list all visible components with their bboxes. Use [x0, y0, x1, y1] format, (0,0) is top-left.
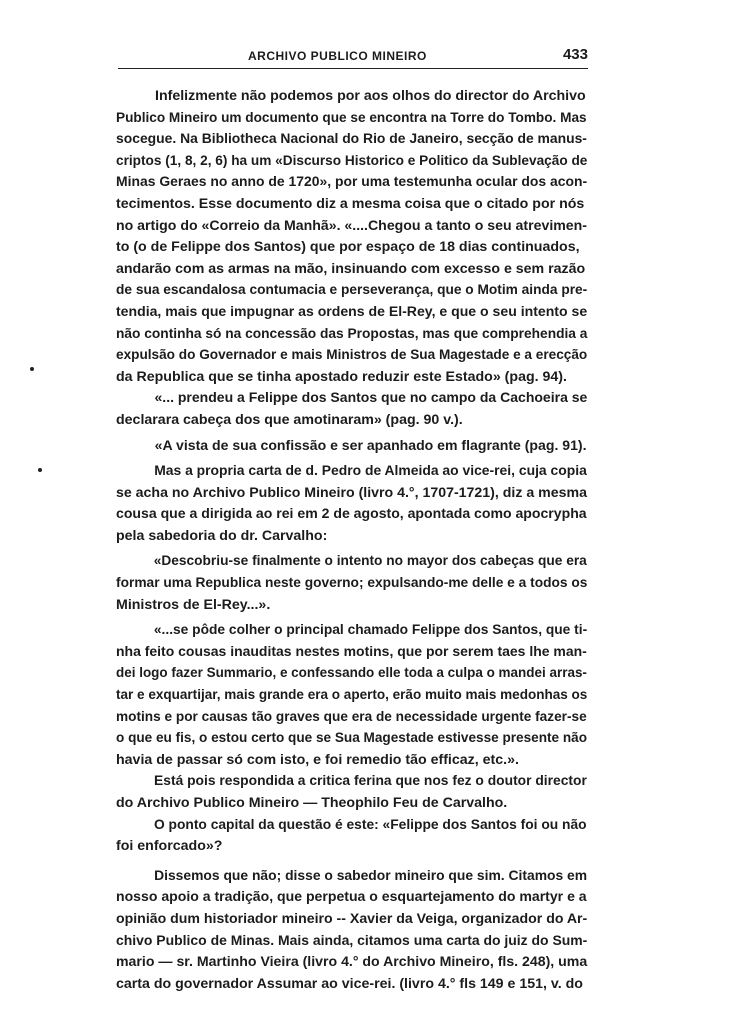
text-line: motins e por causas tão graves que era de necessidade urgente fazer-se [116, 708, 587, 725]
text-line: to (o de Felippe dos Santos) que por espaço de 18 dias continuados, [116, 239, 580, 256]
text-line: declarara cabeça dos que amotinaram» (pag. 90 v.). [116, 411, 463, 428]
text-line: pela sabedoria do dr. Carvalho: [116, 527, 328, 544]
text-line: Ministros de El-Rey...». [116, 596, 271, 613]
text-line: formar uma Republica neste governo; expulsando-me delle e a todos os [116, 575, 588, 592]
text-line: «A vista de sua confissão e ser apanhado em flagrante (pag. 91). [154, 437, 587, 454]
text-line: O ponto capital da questão é este: «Felippe dos Santos foi ou não [153, 816, 587, 833]
text-line: Publico Mineiro um documento que se encontra na Torre do Tombo. Mas [116, 109, 587, 126]
text-line: «...se pôde colher o principal chamado Felippe dos Santos, que ti- [153, 622, 588, 639]
text-line: expulsão do Governador e mais Ministros de Sua Magestade e a erecção [116, 347, 588, 364]
text-line: carta do governador Assumar ao vice-rei. (livro 4.° fls 149 e 151, v. do [116, 975, 583, 992]
page-number: 433 [562, 46, 588, 63]
text-line: opinião dum historiador mineiro -- Xavier da Veiga, organizador do Ar- [116, 910, 588, 927]
text-line: dei logo fazer Summario, e confessando elle toda a culpa o mandei arras- [116, 665, 587, 682]
text-line: andarão com as armas na mão, insinuando com excesso e sem razão [116, 260, 586, 277]
text-line: havia de passar só com isto, e foi remedio tão efficaz, etc.». [116, 751, 519, 768]
text-line: nha feito cousas inauditas nestes motins, que por serem taes lhe man- [116, 643, 587, 660]
text-line: Dissemos que não; disse o sabedor mineiro que sim. Citamos em [154, 867, 588, 884]
text-line: criptos (1, 8, 2, 6) ha um «Discurso Historico e Politico da Sublevação de [116, 152, 588, 169]
text-line: no artigo do «Correio da Manhã». «....Chegou a tanto o seu atrevimen- [116, 217, 588, 234]
text-line: Mas a propria carta de d. Pedro de Almeida ao vice-rei, cuja copia [154, 463, 587, 480]
text-line: chivo Publico de Minas. Mais ainda, citamos uma carta do juiz do Sum- [116, 932, 588, 949]
text-line: foi enforcado»? [116, 838, 223, 855]
text-line: Infelizmente não podemos por aos olhos do director do Archivo [155, 88, 586, 104]
text-line: mario — sr. Martinho Vieira (livro 4.° do Archivo Mineiro, fls. 248), uma [116, 954, 588, 971]
text-line: da Republica que se tinha apostado reduzir este Estado» (pag. 94). [116, 368, 567, 385]
text-line: «Descobriu-se finalmente o intento no mayor dos cabeças que era [153, 553, 587, 570]
text-line: se acha no Archivo Publico Mineiro (livro 4.°, 1707-1721), diz a mesma [116, 484, 587, 501]
text-line: cousa que a dirigida ao rei em 2 de agosto, apontada como apocrypha [116, 506, 587, 523]
text-line: o que eu fis, o estou certo que se Sua Magestade estivesse presente não [116, 730, 587, 747]
margin-mark [30, 367, 34, 371]
text-line: tecimentos. Esse documento diz a mesma coisa que o citado por nós [116, 195, 585, 212]
page-header [118, 44, 588, 69]
text-line: nosso apoio a tradição, que perpetua o esquartejamento do martyr e a [116, 889, 587, 906]
text-line: Está pois respondida a critica ferina que nos fez o doutor director [154, 773, 587, 790]
running-title: ARCHIVO PUBLICO MINEIRO [248, 49, 427, 63]
text-line: Minas Geraes no anno de 1720», por uma testemunha ocular dos acon- [116, 174, 588, 191]
text-line: de sua escandalosa contumacia e perseverança, que o Motim ainda pre- [116, 282, 588, 299]
text-line: «... prendeu a Felippe dos Santos que no campo da Cachoeira se [154, 390, 588, 407]
text-line: não continha só na concessão das Propostas, mas que comprehendia a [116, 325, 588, 342]
margin-mark [38, 468, 42, 472]
body-text [116, 86, 587, 995]
text-line: tar e exquartijar, mais grande era o aperto, erão muito mais medonhas os [116, 687, 588, 704]
text-line: socegue. Na Bibliotheca Nacional do Rio de Janeiro, secção de manus- [116, 131, 587, 148]
text-line: do Archivo Publico Mineiro — Theophilo Feu de Carvalho. [116, 795, 508, 811]
text-line: tendia, mais que impugnar as ordens de El-Rey, e que o seu intento se [116, 303, 588, 320]
